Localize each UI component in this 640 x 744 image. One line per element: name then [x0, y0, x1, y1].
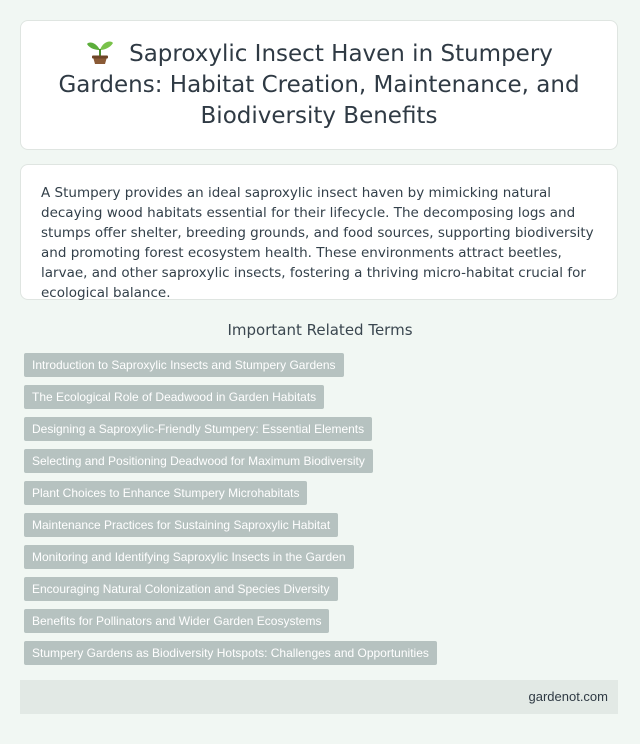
- page-title: [45, 38, 593, 132]
- related-term-tag[interactable]: Designing a Saproxylic-Friendly Stumpery: Essential Elements: [24, 417, 372, 441]
- page-title-text: Saproxylic Insect Haven in Stumpery Gardens: Habitat Creation, Maintenance, and Biodiversity Benefits: [58, 41, 580, 129]
- footer: [20, 680, 618, 714]
- sprout-icon: [85, 38, 115, 64]
- related-term-tag[interactable]: Encouraging Natural Colonization and Species Diversity: [24, 577, 338, 601]
- summary-card: [20, 164, 618, 300]
- related-term-tag[interactable]: Selecting and Positioning Deadwood for Maximum Biodiversity: [24, 449, 373, 473]
- related-term-tag[interactable]: Plant Choices to Enhance Stumpery Microhabitats: [24, 481, 307, 505]
- related-term-tag[interactable]: Stumpery Gardens as Biodiversity Hotspots: Challenges and Opportunities: [24, 641, 437, 665]
- related-terms-list: [24, 353, 437, 673]
- related-term-tag[interactable]: Benefits for Pollinators and Wider Garden Ecosystems: [24, 609, 329, 633]
- related-term-tag[interactable]: The Ecological Role of Deadwood in Garden Habitats: [24, 385, 324, 409]
- related-term-tag[interactable]: Maintenance Practices for Sustaining Saproxylic Habitat: [24, 513, 338, 537]
- summary-text: A Stumpery provides an ideal saproxylic insect haven by mimicking natural decaying wood habitats essential for their lifecycle. The decomposing logs and stumps offer shelter, breeding grounds, and food sources, supporting biodiversity and promoting forest ecosystem health. These environments attract beetles, larvae, and other saproxylic insects, fostering a thriving micro-habitat crucial for ecological balance.: [41, 185, 594, 301]
- related-term-tag[interactable]: Monitoring and Identifying Saproxylic Insects in the Garden: [24, 545, 354, 569]
- title-card: [20, 20, 618, 150]
- related-terms-heading: Important Related Terms: [227, 321, 413, 339]
- footer-site-link[interactable]: gardenot.com: [528, 689, 608, 704]
- related-term-tag[interactable]: Introduction to Saproxylic Insects and Stumpery Gardens: [24, 353, 344, 377]
